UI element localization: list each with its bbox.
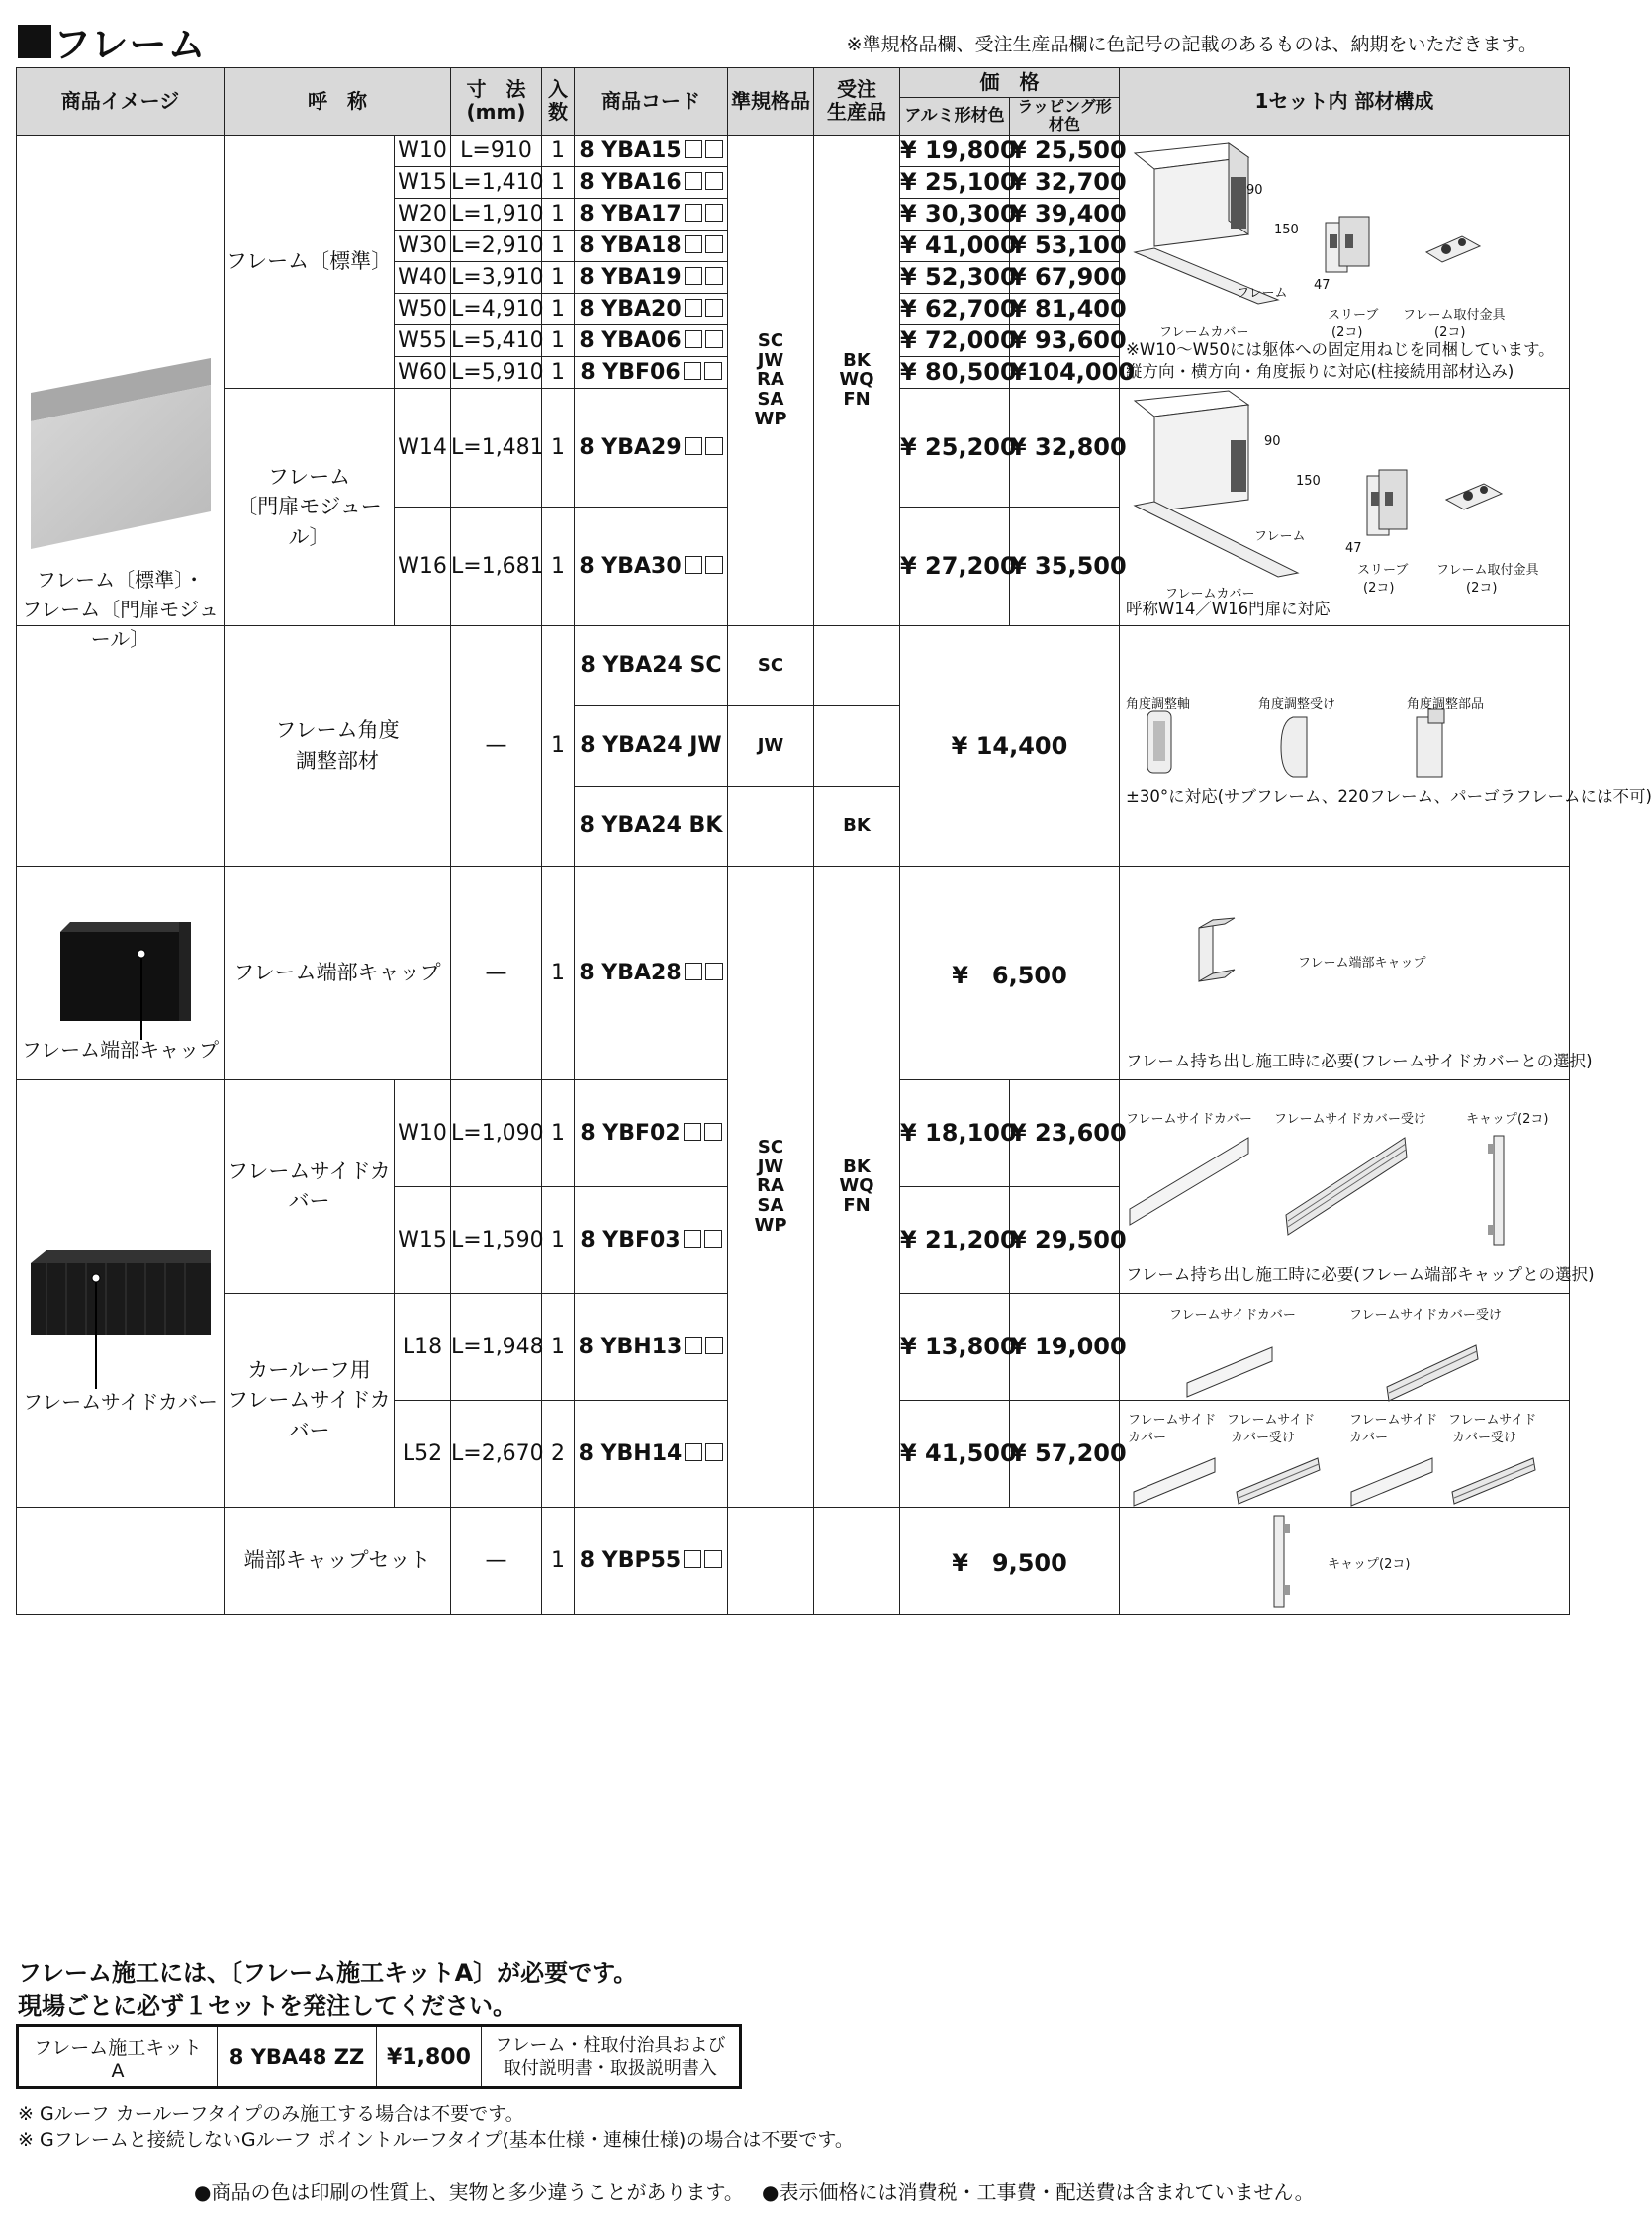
sidecover-image-cell: フレームサイドカバー xyxy=(17,1079,225,1507)
endcap-parts: フレーム端部キャップ フレーム持ち出し施工時に必要(フレームサイドカバーとの選択) xyxy=(1120,866,1570,1079)
table-row: フレーム 〔門扉モジュール〕 W14 L=1,481 1 8 YBA29 ¥ 25,200 ¥ 32,800 90 150 フレーム フレームカバー 47 スリーブ (2コ) フレーム取付金具 (2コ) 呼称W14／W16門扉に対応 xyxy=(17,388,1570,507)
table-row: W40 L=3,910 1 8 YBA19 ¥ 52,300 ¥ 67,900 xyxy=(17,261,1570,293)
header-parts: 1セット内 部材構成 xyxy=(1120,68,1570,136)
carroof-name: カールーフ用 フレームサイドカバー xyxy=(225,1293,395,1507)
carroof-parts-2: フレームサイド カバー フレームサイド カバー受け フレームサイド カバー フレームサイド カバー受け xyxy=(1120,1400,1570,1507)
table-row: W50 L=4,910 1 8 YBA20 ¥ 62,700 ¥ 81,400 xyxy=(17,293,1570,324)
frame-std-name: フレーム〔標準〕 xyxy=(225,135,395,388)
header-qty: 入 数 xyxy=(542,68,575,136)
angle-parts: 角度調整軸 角度調整受け 角度調整部品 ±30°に対応(サブフレーム、220フレーム、パーゴラフレームには不可) xyxy=(1120,625,1570,866)
table-row: W20 L=1,910 1 8 YBA17 ¥ 30,300 ¥ 39,400 xyxy=(17,198,1570,230)
header-std: 準規格品 xyxy=(728,68,814,136)
table-row: L52 L=2,670 2 8 YBH14 ¥ 41,500 ¥ 57,200 フレームサイド カバー フレームサイド カバー受け フレームサイド カバー フレームサイド カバー受け xyxy=(17,1400,1570,1507)
order-colors-1: BK WQ FN xyxy=(814,135,900,625)
table-row: 8 YBA24 BK BK xyxy=(17,786,1570,866)
table-row: カールーフ用 フレームサイドカバー L18 L=1,948 1 8 YBH13 ¥ 13,800 ¥ 19,000 フレームサイドカバー フレームサイドカバー受け xyxy=(17,1293,1570,1400)
kit-notice: フレーム施工には、〔フレーム施工キットA〕が必要です。 現場ごとに必ず１セットを発注してください。 xyxy=(18,1959,638,2020)
footnote-1: ※ Gルーフ カールーフタイプのみ施工する場合は不要です。 xyxy=(18,2103,524,2125)
header-alumi: アルミ形材色 xyxy=(900,98,1010,136)
table-row: W16 L=1,681 1 8 YBA30 ¥ 27,200 ¥ 35,500 xyxy=(17,507,1570,625)
angle-name: フレーム角度 調整部材 xyxy=(225,625,451,866)
angle-price: ¥ 14,400 xyxy=(900,625,1120,866)
table-row: 8 YBA24 JW JW xyxy=(17,705,1570,786)
endcap-image-cell: フレーム端部キャップ xyxy=(17,866,225,1079)
frame-gate-name: フレーム 〔門扉モジュール〕 xyxy=(225,388,395,625)
table-row: フレーム端部キャップ フレーム端部キャップ — 1 8 YBA28 SC JW RA SA WP BK WQ FN ¥ 6,500 フレーム端部キャップ フレーム持ち出し施工時に必要(フレームサイドカバーとの選択) xyxy=(17,866,1570,1079)
header-price: 価 格 xyxy=(900,68,1120,98)
kit-table: フレーム施工キットA 8 YBA48 ZZ ¥1,800 フレーム・柱取付治具および 取付説明書・取扱説明書入 xyxy=(16,2024,742,2089)
carroof-parts-1: フレームサイドカバー フレームサイドカバー受け xyxy=(1120,1293,1570,1400)
endcap-parts-diagram xyxy=(1120,867,1570,1080)
header-wrap: ラッピング形材色 xyxy=(1010,98,1120,136)
table-row: フレームサイドカバー フレームサイドカバー W10 L=1,090 1 8 YBF02 ¥ 18,100 ¥ 23,600 フレームサイドカバー フレームサイドカバー受け キャップ(2コ) フレーム持ち出し施工時に必要(フレーム端部キャップとの選択) xyxy=(17,1079,1570,1186)
table-row: W15 L=1,590 1 8 YBF03 ¥ 21,200 ¥ 29,500 xyxy=(17,1186,1570,1293)
header-code: 商品コード xyxy=(575,68,728,136)
frame-image-cell xyxy=(17,135,225,651)
frame-gate-parts: 90 150 フレーム フレームカバー 47 スリーブ (2コ) フレーム取付金具 (2コ) 呼称W14／W16門扉に対応 xyxy=(1120,388,1570,625)
frame-image-caption: フレーム〔標準〕・ フレーム〔門扉モジュール〕 xyxy=(22,567,219,651)
frame-image xyxy=(17,136,225,630)
bottom-note-2: ●表示価格には消費税・工事費・配送費は含まれていません。 xyxy=(762,2180,1315,2204)
table-row: W60 L=5,910 1 8 YBF06 ¥ 80,500 ¥104,000 xyxy=(17,356,1570,388)
header-size: 寸 法 (mm) xyxy=(451,68,542,136)
table-row: W30 L=2,910 1 8 YBA18 ¥ 41,000 ¥ 53,100 xyxy=(17,230,1570,261)
frame-std-parts: 90 150 フレーム フレームカバー 47 スリーブ (2コ) フレーム取付金具 (2コ) ※W10〜W50には躯体への固定用ねじを同梱しています。 縦方向・横方向・角度振りに対応(柱接続用部材込み) xyxy=(1120,135,1570,388)
capset-parts: キャップ(2コ) xyxy=(1120,1507,1570,1614)
capset-image-cell xyxy=(17,1507,225,1614)
page-title: フレーム xyxy=(18,14,206,68)
std-colors-1: SC JW RA SA WP xyxy=(728,135,814,625)
table-row: フレーム〔標準〕・ フレーム〔門扉モジュール〕 フレーム〔標準〕 W10 L=910 1 8 YBA15 SC JW RA SA WP BK WQ FN ¥ 19,800 ¥ 25,500 90 150 フレーム フレームカバー 47 スリーブ (2コ) フレーム取付金具 (2コ) ※W10〜W50には躯体への固定用ねじを同梱しています。 縦方向・横方向・角度振りに対応(柱接続用部材込み) xyxy=(17,135,1570,166)
angle-image-cell xyxy=(17,625,225,866)
table-row: W15 L=1,410 1 8 YBA16 ¥ 25,100 ¥ 32,700 xyxy=(17,166,1570,198)
footnote-2: ※ Gフレームと接続しないGルーフ ポイントルーフタイプ(基本仕様・連棟仕様)の場合は不要です。 xyxy=(18,2129,854,2151)
bottom-note-1: ●商品の色は印刷の性質上、実物と多少違うことがあります。 xyxy=(194,2180,744,2204)
table-row: 端部キャップセット — 1 8 YBP55 ¥ 9,500 キャップ(2コ) xyxy=(17,1507,1570,1614)
header-name: 呼 称 xyxy=(225,68,451,136)
header-image: 商品イメージ xyxy=(17,68,225,136)
top-note: ※準規格品欄、受注生産品欄に色記号の記載のあるものは、納期をいただきます。 xyxy=(846,34,1537,55)
sidecover-image xyxy=(17,1080,225,1508)
table-row: フレーム角度 調整部材 — 1 8 YBA24 SC SC ¥ 14,400 角度調整軸 角度調整受け 角度調整部品 ±30°に対応(サブフレーム、220フレーム、パーゴラフレームには不可) xyxy=(17,625,1570,705)
sidecover-parts: フレームサイドカバー フレームサイドカバー受け キャップ(2コ) フレーム持ち出し施工時に必要(フレーム端部キャップとの選択) xyxy=(1120,1079,1570,1293)
angle-parts-diagram xyxy=(1120,626,1570,864)
title-square-mark xyxy=(18,25,51,58)
order-colors-2: BK WQ FN xyxy=(814,866,900,1507)
product-table xyxy=(16,67,1652,1615)
table-row: W55 L=5,410 1 8 YBA06 ¥ 72,000 ¥ 93,600 xyxy=(17,324,1570,356)
header-order: 受注 生産品 xyxy=(814,68,900,136)
std-colors-2: SC JW RA SA WP xyxy=(728,866,814,1507)
